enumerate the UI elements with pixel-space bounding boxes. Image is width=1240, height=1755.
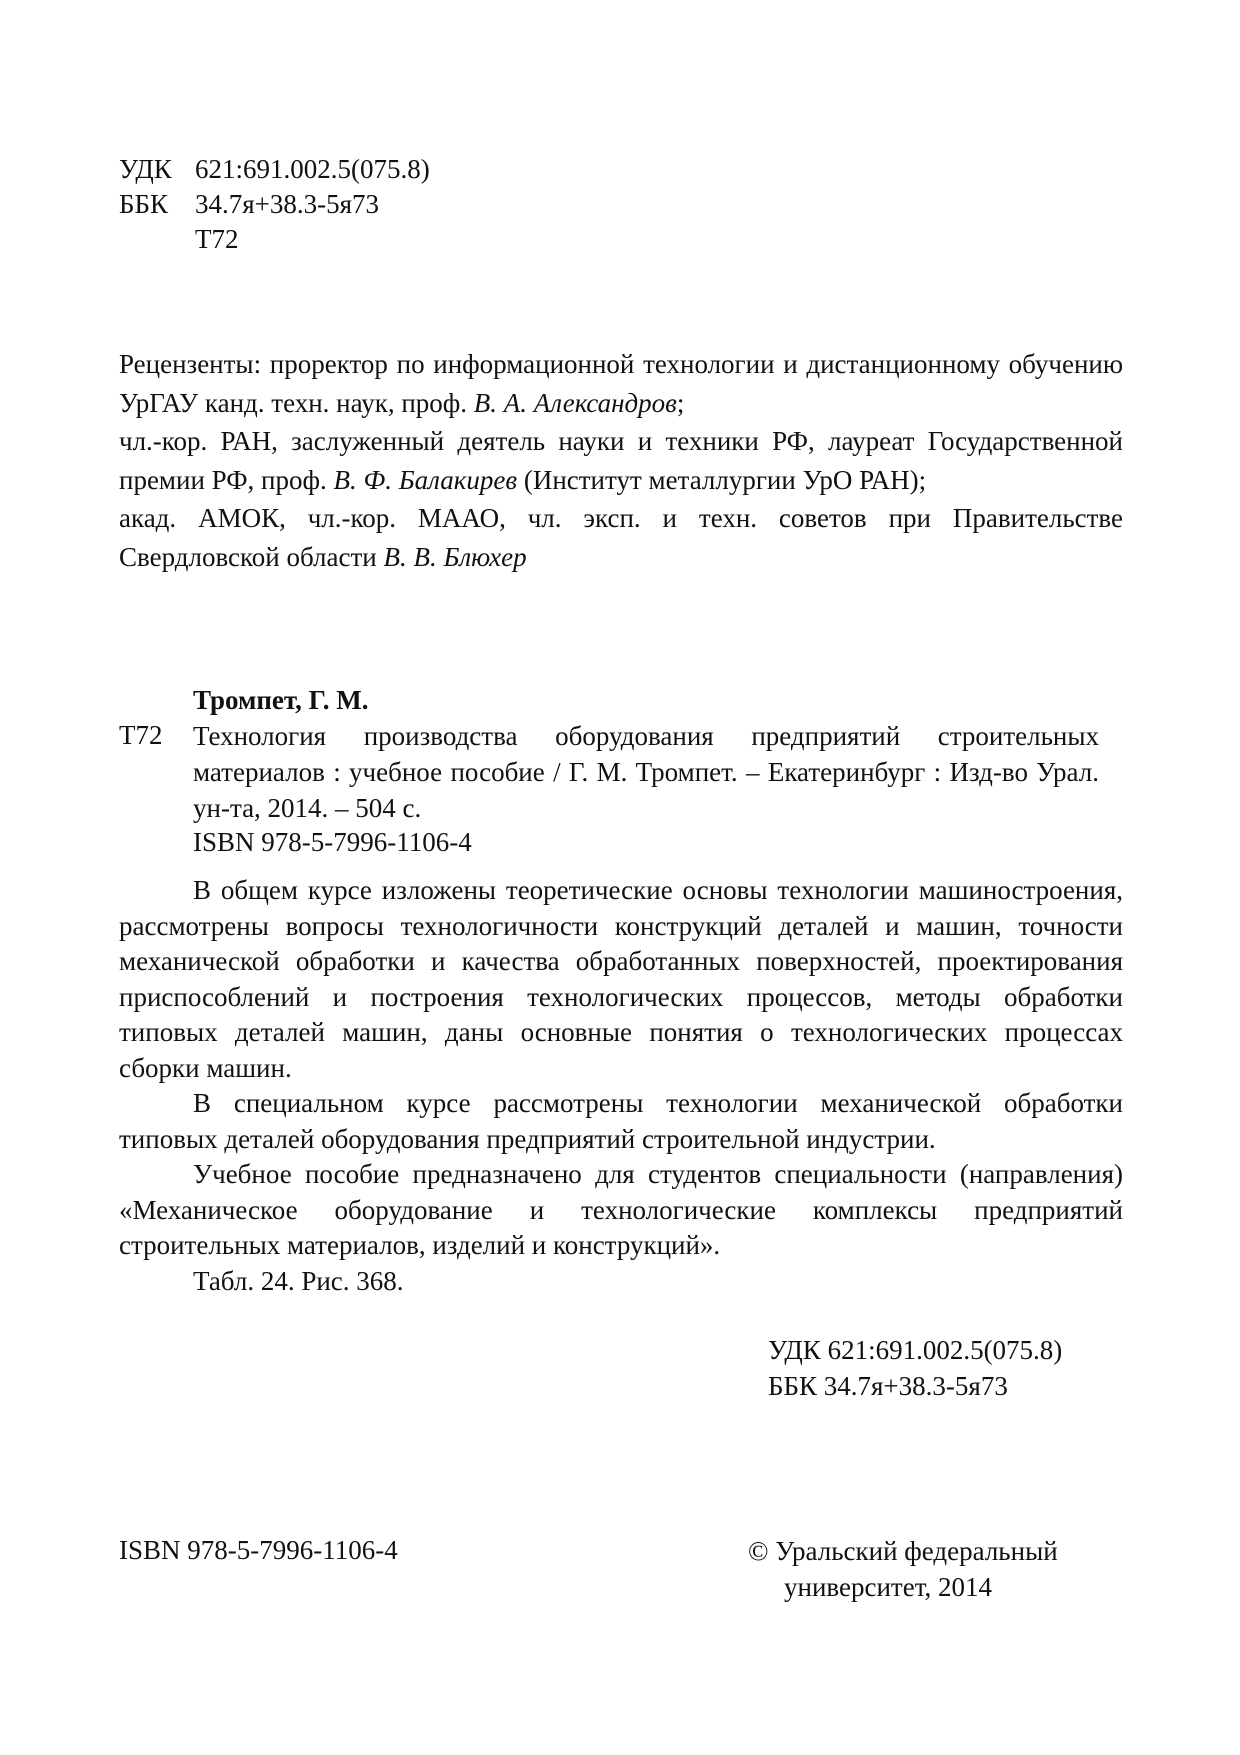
udk-value: 621:691.002.5(075.8) bbox=[195, 154, 430, 184]
author-mark: Т72 bbox=[195, 224, 239, 254]
udk-row bbox=[119, 152, 619, 187]
catalog-isbn: ISBN 978-5-7996-1106-4 bbox=[193, 827, 472, 857]
copyright-line-2: университет, 2014 bbox=[784, 1572, 992, 1602]
reviewers-lead: Рецензенты: bbox=[119, 349, 262, 379]
bottom-udk: УДК 621:691.002.5(075.8) bbox=[768, 1335, 1063, 1365]
bottom-bbk: ББК 34.7я+38.3-5я73 bbox=[768, 1371, 1008, 1401]
abstract-paragraph-1: В общем курсе изложены теоретические основы технологии машиностроения, рассмотрены вопросы технологичности конструкций деталей и машин, точности механической обработки и качества обработанных поверхностей, проектирования приспособлений и построения технологических процессов, методы обработки типовых деталей машин, даны основные понятия о технологических процессах сборки машин. bbox=[119, 875, 1123, 1083]
abstract-block bbox=[119, 873, 1123, 1299]
reviewer-3-text: акад. АМОК, чл.-кор. МААО, чл. эксп. и техн. советов при Правительстве Свердловской области bbox=[119, 503, 1123, 572]
catalog-description: Технология производства оборудования предприятий строительных материалов : учебное пособие / Г. М. Тромпет. – Екатеринбург : Изд-во Урал. ун-та, 2014. – 504 с. bbox=[193, 721, 1099, 823]
footer-copyright bbox=[748, 1533, 1058, 1605]
bottom-classification-codes bbox=[768, 1332, 1062, 1404]
abstract-paragraph-2: В специальном курсе рассмотрены технологии механической обработки типовых деталей оборудования предприятий строительной индустрии. bbox=[119, 1088, 1123, 1154]
copyright-line-1: © Уральский федеральный bbox=[748, 1536, 1058, 1566]
reviewer-1-text: проректор по информационной технологии и дистанционному обучению УрГАУ канд. техн. наук, проф. bbox=[119, 349, 1124, 418]
reviewer-3 bbox=[119, 499, 1123, 576]
bbk-row bbox=[119, 187, 619, 222]
abstract-paragraph-3: Учебное пособие предназначено для студентов специальности (направления) «Механическое оборудование и технологические комплексы предприятий строительных материалов, изделий и конструкций». bbox=[119, 1159, 1123, 1260]
reviewer-1-end: ; bbox=[676, 387, 685, 418]
reviewer-2-end: (Институт металлургии УрО РАН); bbox=[523, 464, 927, 495]
abstract-paragraph-4: Табл. 24. Рис. 368. bbox=[193, 1265, 404, 1296]
bbk-label: ББК bbox=[119, 189, 169, 219]
catalog-mark: Т72 bbox=[119, 720, 163, 750]
author-mark-row bbox=[119, 222, 619, 257]
reviewer-2-text: чл.-кор. РАН, заслуженный деятель науки и техники РФ, лауреат Государственной премии РФ, проф. bbox=[119, 426, 1123, 495]
reviewer-3-name: В. В. Блюхер bbox=[383, 541, 527, 572]
top-classification-codes bbox=[119, 152, 619, 257]
catalog-author: Тромпет, Г. М. bbox=[193, 685, 369, 715]
reviewer-2-name: В. Ф. Балакирев bbox=[333, 464, 518, 495]
reviewer-2 bbox=[119, 422, 1123, 499]
reviewers-block bbox=[119, 345, 1123, 576]
reviewer-1 bbox=[119, 345, 1123, 422]
footer-isbn: ISBN 978-5-7996-1106-4 bbox=[119, 1535, 398, 1565]
udk-label: УДК bbox=[119, 154, 172, 184]
bbk-value: 34.7я+38.3-5я73 bbox=[195, 189, 380, 219]
reviewer-1-name: В. А. Александров bbox=[473, 387, 677, 418]
